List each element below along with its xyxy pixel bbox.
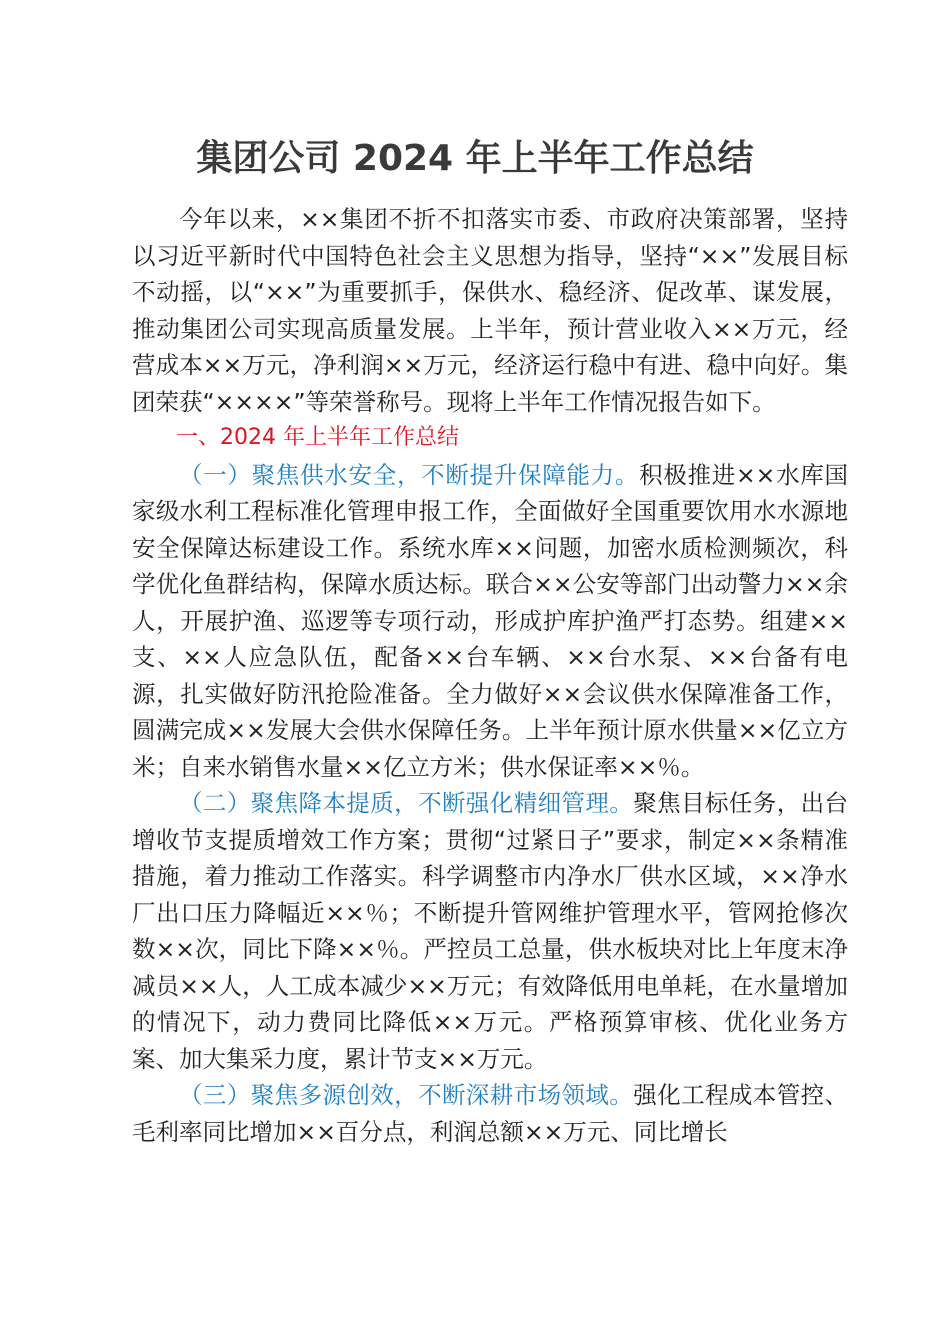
item-paragraph-3 (132, 1077, 848, 1150)
item-body: 聚焦目标任务，出台增收节支提质增效工作方案；贯彻“过紧日子”要求，制定××条精准措施，着力推动工作落实。科学调整市内净水厂供水区域，××净水厂出口压力降幅近××％；不断提升管网维护管理水平，管网抢修次数××次，同比下降××％。严控员工总量，供水板块对比上年度末净减员××人，人工成本减少××万元；有效降低用电单耗，在水量增加的情况下，动力费同比降低××万元。严格预算审核、优化业务方案、加大集采力度，累计节支××万元。 (132, 789, 849, 1073)
item-heading: （三）聚焦多源创效，不断深耕市场领域。 (179, 1081, 634, 1109)
item-heading: （二）聚焦降本提质，不断强化精细管理。 (179, 789, 634, 817)
item-heading: （一）聚焦供水安全，不断提升保障能力。 (179, 460, 640, 489)
document-title: 集团公司 2024 年上半年工作总结 (196, 138, 754, 179)
document-body (132, 201, 848, 1150)
intro-paragraph: 今年以来，××集团不折不扣落实市委、市政府决策部署，坚持以习近平新时代中国特色社会主义思想为指导，坚持“××”发展目标不动摇，以“××”为重要抓手，保供水、稳经济、促改革、谋发展，推动集团公司实现高质量发展。上半年，预计营业收入××万元，经营成本××万元，净利润××万元，经济运行稳中有进、稳中向好。集团荣获“××××”等荣誉称号。现将上半年工作情况报告如下。 (132, 205, 848, 416)
item-body: 积极推进××水库国家级水利工程标准化管理申报工作，全面做好全国重要饮用水水源地安全保障达标建设工作。系统水库××问题，加密水质检测频次，科学优化鱼群结构，保障水质达标。联合××公安等部门出动警力××余人，开展护渔、巡逻等专项行动，形成护库护渔严打态势。组建××支、××人应急队伍，配备××台车辆、××台水泵、××台备有电源，扎实做好防汛抢险准备。全力做好××会议供水保障准备工作，圆满完成××发展大会供水保障任务。上半年预计原水供量××亿立方米；自来水销售水量××亿立方米；供水保证率××％。 (132, 460, 849, 781)
section-heading: 一、2024 年上半年工作总结 (176, 425, 459, 450)
item-paragraph-2 (132, 785, 848, 1077)
item-body: 强化工程成本管控、毛利率同比增加××百分点，利润总额××万元、同比增长 (132, 1081, 849, 1146)
item-paragraph-1 (132, 457, 848, 786)
